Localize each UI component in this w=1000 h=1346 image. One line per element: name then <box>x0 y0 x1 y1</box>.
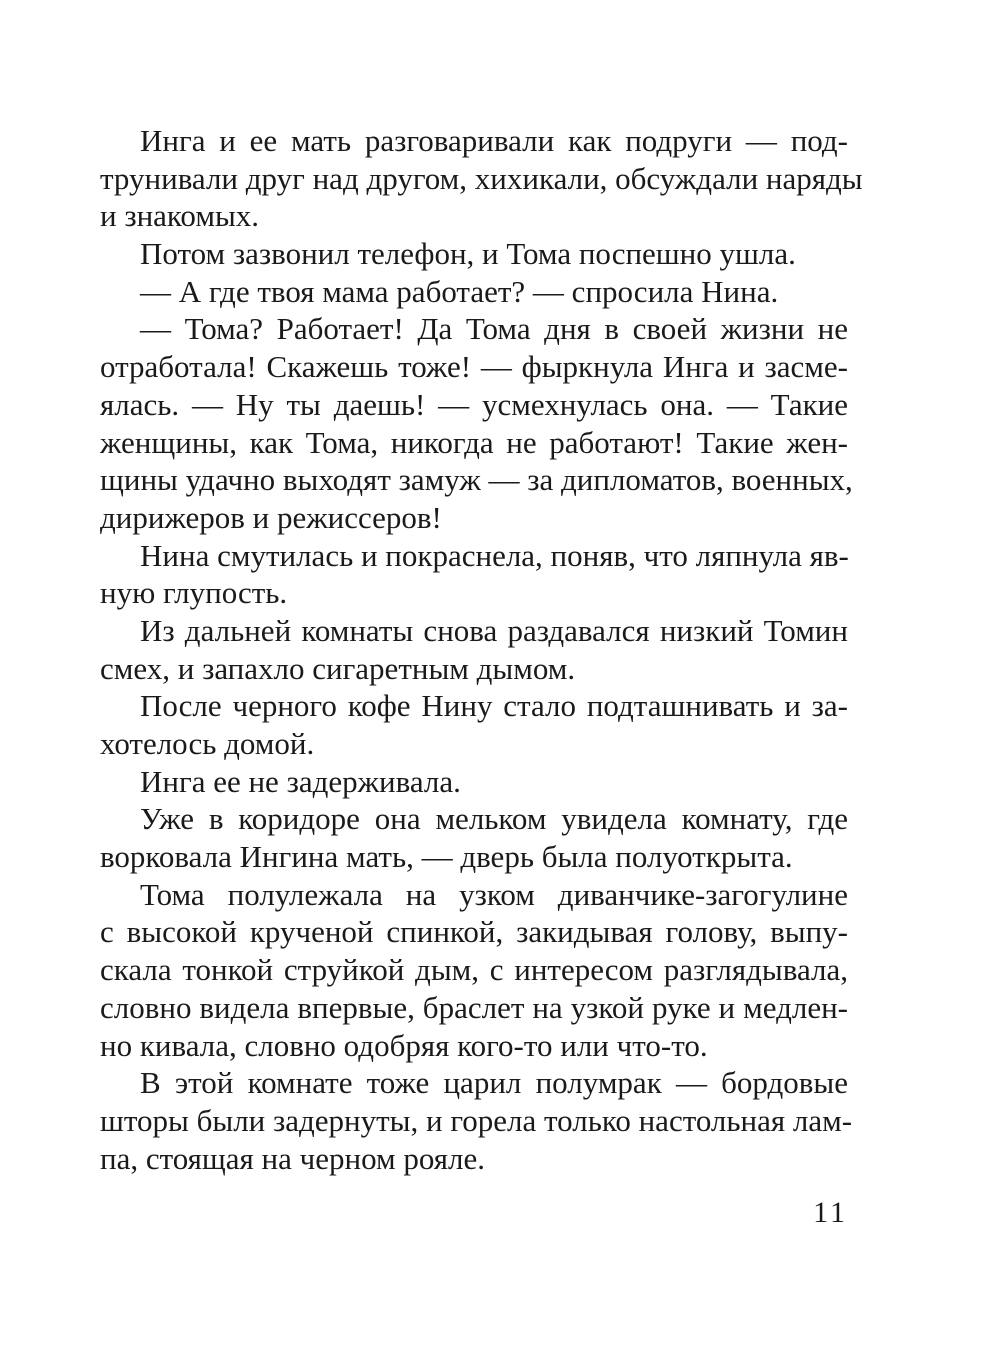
page-number: 11 <box>813 1196 848 1229</box>
paragraph <box>100 1064 853 1177</box>
body-text <box>100 122 863 1177</box>
text-line: Потом зазвонил телефон, и Тома поспешно ушла. <box>140 236 796 272</box>
text-line: хотелось домой. <box>100 726 315 761</box>
text-line: ную глупость. <box>100 575 288 611</box>
text-line: трунивали друг над другом, хихикали, обсуждали наряды <box>100 160 863 196</box>
text-line: ворковала Ингина мать, — дверь была полуоткрыта. <box>100 839 793 875</box>
paragraph <box>100 235 848 273</box>
text-line: шторы были задернуты, и горела только настольная лам- <box>100 1102 853 1138</box>
text-line: Инга ее не задерживала. <box>140 763 461 799</box>
text-line: — А где твоя мама работает? — спросила Нина. <box>140 273 779 309</box>
text-line: Из дальней комнаты снова раздавался низкий Томин <box>140 612 848 648</box>
paragraph <box>100 687 848 762</box>
text-line: После черного кофе Нину стало подташнивать и за- <box>140 688 848 724</box>
text-line: скала тонкой струйкой дым, с интересом разглядывала, <box>100 952 848 988</box>
text-line: В этой комнате тоже царил полумрак — бордовые <box>140 1065 848 1101</box>
text-line: женщины, как Тома, никогда не работают! Такие жен- <box>100 424 848 460</box>
text-line: Тома полулежала на узком диванчике-загогулине <box>140 876 848 912</box>
text-line: Уже в коридоре она мельком увидела комнату, где <box>140 801 848 837</box>
text-line: смех, и запахло сигаретным дымом. <box>100 650 576 686</box>
paragraph <box>100 122 863 235</box>
paragraph <box>100 310 853 536</box>
text-line: Нина смутилась и покраснела, поняв, что ляпнула яв- <box>140 537 849 573</box>
text-line: щины удачно выходят замуж — за дипломатов, военных, <box>100 462 853 498</box>
text-line: но кивала, словно одобряя кого-то или что-то. <box>100 1027 708 1063</box>
text-line: и знакомых. <box>100 198 260 234</box>
text-line: дирижеров и режиссеров! <box>100 499 442 535</box>
paragraph <box>100 537 848 612</box>
paragraph <box>100 876 848 1064</box>
paragraph <box>100 612 848 687</box>
text-line: Инга и ее мать разговаривали как подруги — под- <box>140 123 848 158</box>
paragraph <box>100 800 848 875</box>
text-line: — Тома? Работает! Да Тома дня в своей жизни не <box>140 311 848 347</box>
text-line: отработала! Скажешь тоже! — фыркнула Инга и засме- <box>100 349 848 385</box>
text-line: словно видела впервые, браслет на узкой руке и медлен- <box>100 989 848 1025</box>
text-line: ялась. — Ну ты даешь! — усмехнулась она. — Такие <box>100 386 848 422</box>
text-line: па, стоящая на черном рояле. <box>100 1140 486 1176</box>
text-line: с высокой крученой спинкой, закидывая голову, выпу- <box>100 914 848 950</box>
paragraph <box>100 273 848 311</box>
paragraph <box>100 763 848 801</box>
